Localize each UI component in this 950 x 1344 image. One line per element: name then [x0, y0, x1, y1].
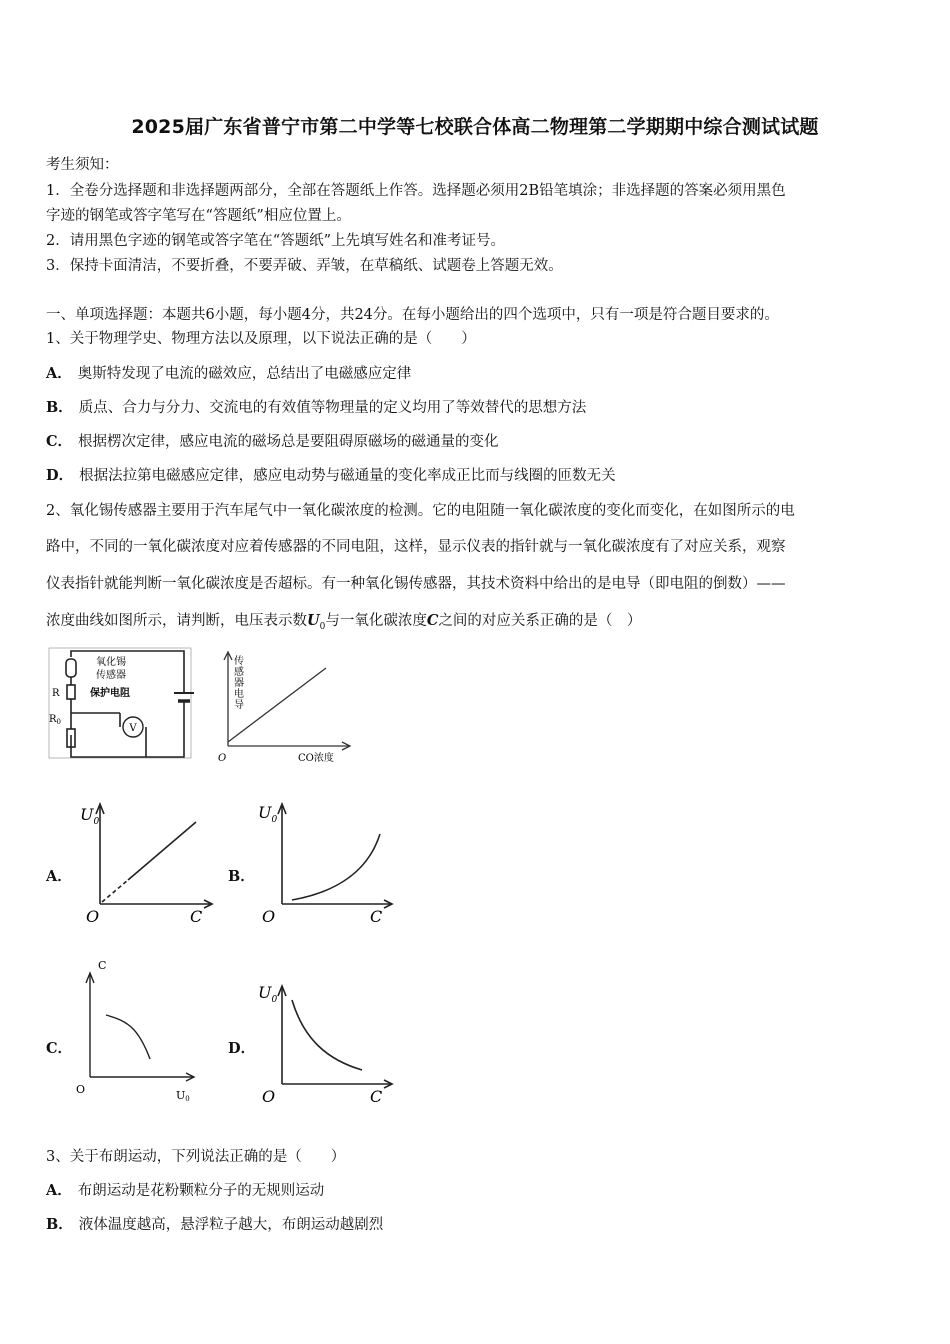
conductance-graph	[214, 648, 354, 768]
origin-label: O	[218, 753, 227, 764]
option-text: 根据楞次定律，感应电流的磁场总是要阻碍原磁场的磁通量的变化	[78, 434, 499, 450]
question-1-option-a[interactable]	[46, 362, 411, 383]
option-text: 液体温度越高，悬浮粒子越大，布朗运动越剧烈	[78, 1217, 384, 1233]
notice-item: 1．全卷分选择题和非选择题两部分，全部在答题纸上作答。选择题必须用2B铅笔填涂；非选择题的答案必须用黑色	[46, 183, 786, 199]
option-text: 根据法拉第电磁感应定律，感应电动势与磁通量的变化率成正比而与线圈的匝数无关	[79, 468, 616, 484]
origin-label: O	[76, 1083, 86, 1096]
option-label: C．	[46, 433, 73, 450]
axis-y-label	[80, 805, 99, 827]
curve-a	[128, 822, 196, 880]
axis-y-subscript: 0	[271, 995, 278, 1005]
graph-xlabel: CO浓度	[298, 753, 334, 764]
voltage-subscript: 0	[319, 621, 326, 632]
question-3-option-b[interactable]	[46, 1213, 383, 1234]
origin-label: O	[262, 1087, 276, 1106]
question-2-stem-line	[46, 609, 641, 632]
option-label: A．	[46, 1182, 72, 1199]
choice-b-label[interactable]: B．	[228, 868, 255, 885]
choice-d-graph[interactable]	[256, 978, 396, 1108]
ylabel-char: 感	[234, 667, 244, 678]
choice-a-label[interactable]: A．	[46, 868, 72, 885]
question-2-stem-line: 仪表指针就能判断一氧化碳浓度是否超标。有一种氧化锡传感器，其技术资料中给出的是电导（即电阻的倒数）——	[46, 576, 786, 592]
r0-label	[49, 714, 61, 726]
choice-c-label[interactable]: C．	[46, 1040, 73, 1057]
r0-subscript: 0	[56, 718, 61, 726]
origin-label: O	[86, 907, 100, 926]
ylabel-char: 导	[234, 700, 244, 711]
ylabel-char: 器	[234, 678, 244, 689]
notice-item: 字迹的钢笔或答字笔写在“答题纸”相应位置上。	[46, 208, 351, 224]
notice-item: 2．请用黑色字迹的钢笔或答字笔在“答题纸”上先填写姓名和准考证号。	[46, 233, 506, 249]
question-3-stem: 3、关于布朗运动，下列说法正确的是（ ）	[46, 1149, 346, 1165]
r0-symbol: R	[49, 714, 57, 725]
choice-c-graph[interactable]	[72, 955, 202, 1105]
curve-d	[292, 1000, 362, 1070]
stem-text: 与一氧化碳浓度	[325, 613, 427, 629]
question-1-stem: 1、关于物理学史、物理方法以及原理，以下说法正确的是（ ）	[46, 331, 476, 347]
sensor-label: 传感器	[96, 670, 126, 681]
question-1-option-c[interactable]	[46, 430, 499, 451]
axis-y-label	[258, 803, 277, 825]
option-label: B．	[46, 399, 73, 416]
axis-y-symbol: U	[258, 983, 272, 1002]
choice-a-graph[interactable]	[78, 798, 218, 928]
axis-x-label: C	[370, 1087, 383, 1106]
section-heading: 一、单项选择题：本题共6小题，每小题4分，共24分。在每小题给出的四个选项中，只有一项是符合题目要求的。	[46, 307, 779, 323]
graph-ylabel	[234, 654, 244, 711]
choice-d-label[interactable]: D．	[228, 1040, 256, 1057]
curve-c	[106, 1015, 150, 1059]
question-2-stem-line: 路中，不同的一氧化碳浓度对应着传感器的不同电阻，这样，显示仪表的指针就与一氧化碳浓度有了对应关系，观察	[46, 539, 786, 555]
axis-x-label: C	[370, 907, 383, 926]
axis-y-label: C	[98, 959, 107, 972]
choice-b-graph[interactable]	[256, 798, 396, 928]
option-text: 奥斯特发现了电流的磁效应，总结出了电磁感应定律	[77, 366, 412, 382]
question-3-option-a[interactable]	[46, 1179, 324, 1200]
axis-y-symbol: U	[80, 805, 94, 824]
curve-b	[292, 834, 380, 900]
notice-heading: 考生须知：	[46, 157, 119, 173]
ylabel-char: 电	[234, 689, 244, 700]
option-label: B．	[46, 1216, 73, 1233]
stem-text: 浓度曲线如图所示，请判断，电压表示数	[46, 613, 307, 629]
axis-x-symbol: U	[176, 1089, 186, 1102]
question-2-stem-line: 2、氧化锡传感器主要用于汽车尾气中一氧化碳浓度的检测。它的电阻随一氧化碳浓度的变化而变化，在如图所示的电	[46, 503, 795, 519]
option-text: 质点、合力与分力、交流电的有效值等物理量的定义均用了等效替代的思想方法	[78, 400, 587, 416]
question-1-option-b[interactable]	[46, 396, 586, 417]
protective-resistor	[67, 685, 75, 699]
axis-y-subscript: 0	[93, 817, 100, 827]
axis-y-symbol: U	[258, 803, 272, 822]
notice-item: 3．保持卡面清洁，不要折叠，不要弄破、弄皱，在草稿纸、试题卷上答题无效。	[46, 258, 563, 274]
axis-x-label	[176, 1089, 190, 1103]
page-title: 2025届广东省普宁市第二中学等七校联合体高二物理第二学期期中综合测试试题	[131, 116, 819, 138]
axis-x-label: C	[190, 907, 203, 926]
option-label: A．	[46, 365, 72, 382]
resistor-description: 保护电阻	[90, 688, 130, 699]
sensor-label: 氧化锡	[96, 657, 126, 668]
voltage-symbol: U	[307, 612, 320, 629]
axis-x-subscript: 0	[185, 1095, 190, 1103]
axis-y-label	[258, 983, 277, 1005]
option-label: D．	[46, 467, 74, 484]
stem-text: 之间的对应关系正确的是（ ）	[438, 613, 642, 629]
ylabel-char: 传	[234, 656, 244, 667]
circuit-diagram	[46, 645, 196, 765]
sensor-resistor	[66, 659, 76, 677]
concentration-symbol: C	[426, 612, 439, 629]
option-text: 布朗运动是花粉颗粒分子的无规则运动	[77, 1183, 325, 1199]
origin-label: O	[262, 907, 276, 926]
question-1-option-d[interactable]	[46, 464, 616, 485]
voltmeter-label: V	[129, 723, 137, 734]
axis-y-subscript: 0	[271, 815, 278, 825]
resistor-label: R	[52, 688, 60, 699]
